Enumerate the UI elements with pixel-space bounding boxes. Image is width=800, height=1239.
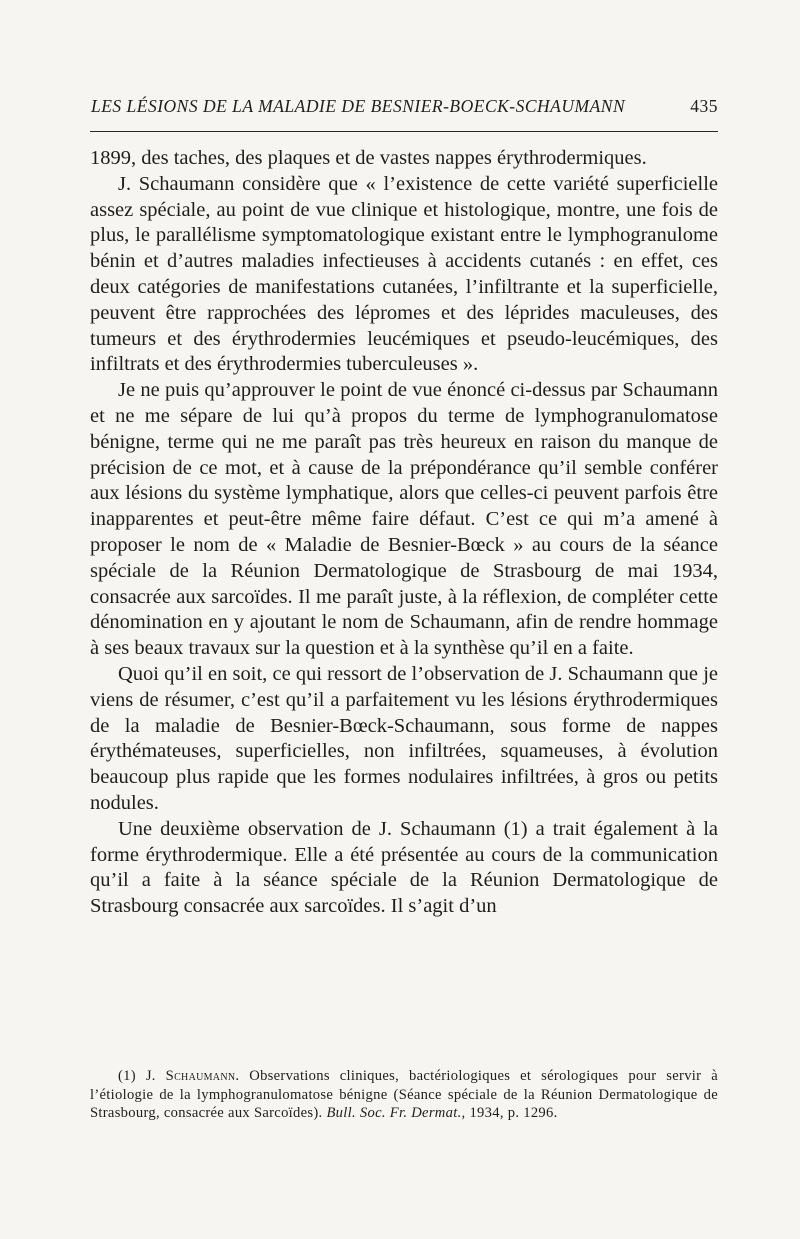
footnote-citation: , 1934, p. 1296. — [461, 1105, 558, 1121]
running-header — [90, 96, 718, 122]
paragraph-continuation: 1899, des taches, des plaques et de vastes nappes érythrodermiques. — [90, 147, 647, 169]
footnote-journal: Bull. Soc. Fr. Dermat. — [326, 1105, 462, 1121]
footnote-body: . Observations cliniques, bactériologiques et sérologiques pour servir à l’étiologie de la lymphogranulomatose bénigne (Séance spéciale de la Réunion Dermatologique de Strasbourg, consacrée aux Sarcoïdes). — [90, 1068, 718, 1121]
paragraph-schaumann-quote: J. Schaumann considère que « l’existence de cette variété superficielle assez spéciale, au point de vue clinique et histologique, montre, une fois de plus, le parallélisme symptomatologique existant entre le lymphogranulome bénin et d’autres maladies infectieuses à accidents cutanés : en effet, ces deux catégories de manifestations cutanées, l’infiltrante et la superficielle, peuvent être rapprochées des lépromes et des léprides maculeuses, des tumeurs et des érythrodermies leucémiques et pseudo-leucémiques, des infiltrats et des érythrodermies tuberculeuses ». — [90, 172, 718, 376]
footnote — [90, 1067, 718, 1123]
footnote-text — [90, 1067, 718, 1123]
paragraph-second-observation: Une deuxième observation de J. Schaumann (1) a trait également à la forme érythrodermique. Elle a été présentée au cours de la communication qu’il a faite à la séance spéciale de la Réunion Dermatologique de Strasbourg consacrée aux sarcoïdes. Il s’agit d’un — [90, 817, 718, 918]
header-rule — [90, 131, 718, 132]
footnote-author: Schaumann — [165, 1068, 236, 1084]
paragraph-observation-summary: Quoi qu’il en soit, ce qui ressort de l’observation de J. Schaumann que je viens de résumer, c’est qu’il a parfaitement vu les lésions érythrodermiques de la maladie de Besnier-Bœck-Schaumann, sous forme de nappes érythémateuses, superficielles, non infiltrées, squameuses, à évolution beaucoup plus rapide que les formes nodulaires infiltrées, à gros ou petits nodules. — [90, 662, 718, 814]
page-number: 435 — [690, 96, 718, 116]
body-text — [90, 146, 718, 920]
running-title: LES LÉSIONS DE LA MALADIE DE BESNIER-BOECK-SCHAUMANN — [91, 96, 626, 116]
footnote-marker: (1) J. — [118, 1068, 156, 1084]
page — [90, 0, 718, 1239]
paragraph-terminology: Je ne puis qu’approuver le point de vue énoncé ci-dessus par Schaumann et ne me sépare de lui qu’à propos du terme de lymphogranulomatose bénigne, terme qui ne me paraît pas très heureux en raison du manque de précision de ce mot, et à cause de la prépondérance qu’il semble conférer aux lésions du système lymphatique, alors que celles-ci peuvent parfois être inapparentes et peut-être même faire défaut. C’est ce qui m’a amené à proposer le nom de « Maladie de Besnier-Bœck » au cours de la séance spéciale de la Réunion Dermatologique de Strasbourg de mai 1934, consacrée aux sarcoïdes. Il me paraît juste, à la réflexion, de compléter cette dénomination en y ajoutant le nom de Schaumann, afin de rendre hommage à ses beaux travaux sur la question et à la synthèse qu’il en a faite. — [90, 379, 718, 660]
